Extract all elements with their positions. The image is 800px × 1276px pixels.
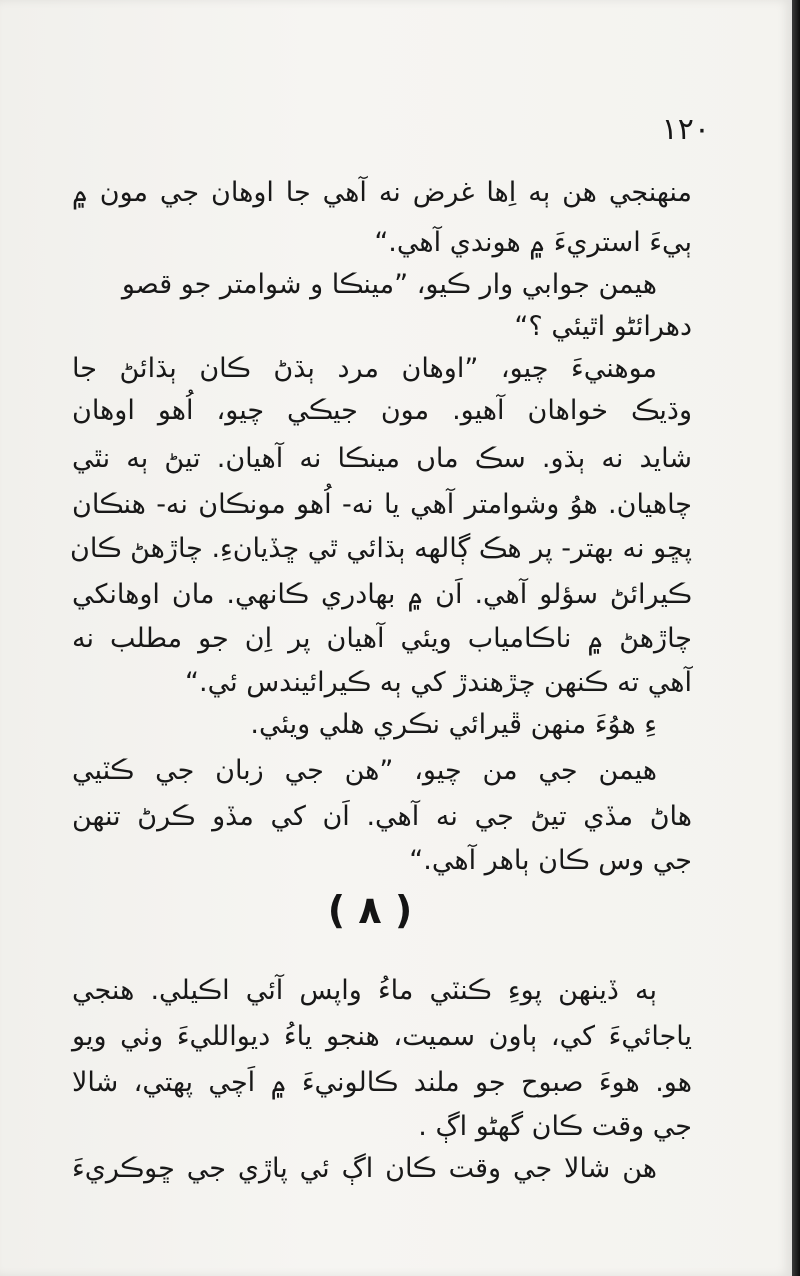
- text-line: جي وقت ڪان گهڻو اڳ .: [418, 1111, 692, 1142]
- text-line: پڇو نه بهتر- پر هڪ ڳالهه ٻڌائي ٿي ڇڏيانءِ. چاڙهڻ ڪان: [70, 533, 692, 564]
- text-line: ءِ هوُءَ منهن ڦيرائي نڪري هلي ويئي.: [250, 709, 657, 740]
- text-line: ڪيرائڻ سؤلو آهي. اَن ۾ بهادري ڪانهي. مان اوهانکي: [72, 579, 692, 610]
- text-line: چاهيان. هوُ وشوامتر آهي يا نه- اُهو مونڪان نه- هنڪان: [72, 489, 692, 520]
- text-line: ٻه ڏينهن پوءِ ڪنٽي ماءُ واپس آئي اڪيلي. هنجي: [72, 975, 657, 1006]
- text-line: هو. هوءَ صبوح جو ملند ڪالونيءَ ۾ اَچي پهتي، شالا: [72, 1067, 692, 1098]
- text-line: هاڻ مڏي تيڻ جي نه آهي. اَن کي مڏو ڪرڻ تنهن: [72, 801, 692, 832]
- text-line: منهنجي هن ٻه اِها غرض نه آهي جا اوهان جي مون ۾: [72, 177, 692, 208]
- text-line: هيمن جي من چيو، ”هن جي زبان جي ڪٽيي: [72, 755, 657, 786]
- text-line: چاڙهڻ ۾ ناڪامياب ويئي آهيان پر اِن جو مطلب نه: [72, 623, 692, 654]
- text-line: جي وس ڪان ٻاهر آهي.“: [409, 845, 692, 876]
- text-line: ٻيءَ استريءَ ۾ هوندي آهي.“: [374, 227, 692, 258]
- text-line: دهرائڻو اٿيئي ؟“: [514, 311, 692, 342]
- page-number: ١٢٠: [661, 112, 710, 147]
- text-line: هيمن جوابي وار ڪيو، ”مينڪا و شوامتر جو قصو: [121, 269, 657, 300]
- text-line: ياجائيءَ کي، ٻاون سميت، هنجو ياءُ ديوالليءَ وٺي ويو: [72, 1021, 692, 1052]
- text-line: شايد نه ٻڌو. سڪ ماں مينڪا نه آهيان. تيڻ ٻه نٿي: [72, 443, 692, 474]
- text-line: وڌيڪ خواهان آهيو. مون جيڪي چيو، اُهو اوهان: [72, 395, 692, 426]
- chapter-heading: ( ٨ ): [327, 888, 413, 932]
- text-line: هن شالا جي وقت ڪان اڳ ئي پاڙي جي ڇوڪريءَ: [72, 1153, 657, 1184]
- book-spine-edge: [792, 0, 800, 1276]
- text-line: موهنيءَ چيو، ”اوهان مرد ٻڌڻ ڪان ٻڌائڻ جا: [72, 353, 657, 384]
- text-line: آهي ته ڪنهن چڙهندڙ کي ٻه ڪيرائيندس ئي.“: [185, 667, 692, 698]
